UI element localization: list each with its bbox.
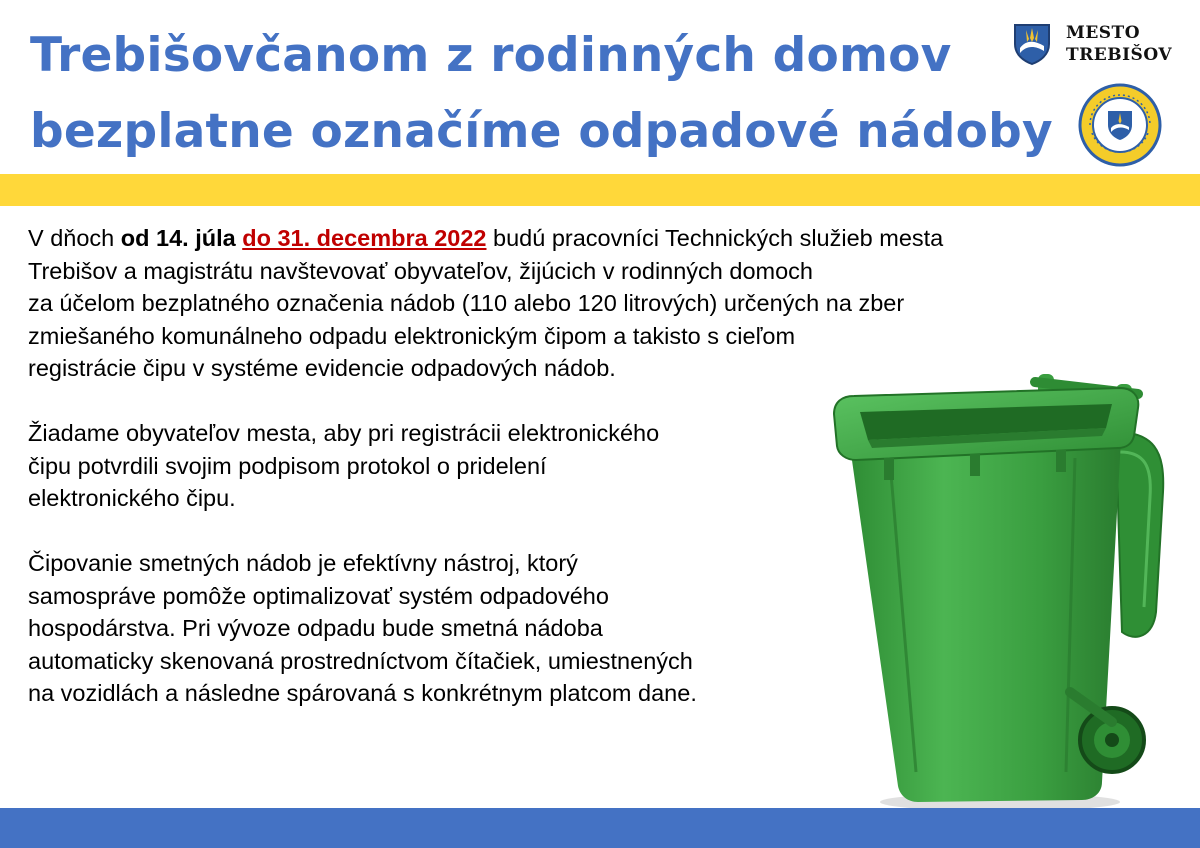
paragraph-1-line-4: zmiešaného komunálneho odpadu elektronickým čipom a takisto s cieľom [28, 322, 796, 349]
green-waste-bin-icon [820, 362, 1180, 812]
logo-line-2: TREBIŠOV [1066, 45, 1173, 65]
paragraph-2-line-1: Žiadame obyvateľov mesta, aby pri registrácii elektronického [28, 420, 660, 446]
paragraph-3-line-4: automaticky skenovaná prostredníctvom čítačiek, umiestnených [28, 647, 693, 674]
text-lead: V dňoch [28, 225, 121, 251]
paragraph-3-line-5: na vozidlách a následne spárovaná s konkrétnym platcom dane. [28, 680, 697, 706]
paragraph-2-line-2: čipu potvrdili svojim podpisom protokol o pridelení [28, 452, 547, 479]
coat-of-arms-icon [1012, 22, 1052, 66]
city-logo [1012, 20, 1182, 70]
paragraph-1-line-2: Trebišov a magistrátu navštevovať obyvateľov, žijúcich v rodinných domoch [28, 257, 814, 284]
paragraph-1-line-3: za účelom bezplatného označenia nádob (110 alebo 120 litrových) určených na zber [28, 290, 905, 316]
paragraph-3-line-1: Čipovanie smetných nádob je efektívny nástroj, ktorý [28, 550, 578, 576]
paragraph-3-line-2: samospráve pomôže optimalizovať systém odpadového [28, 582, 609, 609]
date-from: od 14. júla [120, 225, 236, 251]
paragraph-1 [28, 222, 1178, 385]
technical-services-seal-icon [1078, 83, 1162, 167]
logo-line-1: MESTO [1066, 23, 1141, 43]
yellow-divider-band [0, 174, 1200, 206]
title-line-1: Trebišovčanom z rodinných domov [30, 28, 952, 83]
paragraph-1-line-5: registrácie čipu v systéme evidencie odpadových nádob. [28, 355, 616, 381]
paragraph-3-line-3: hospodárstva. Pri vývoze odpadu bude smetná nádoba [28, 615, 603, 641]
title-line-2: bezplatne označíme odpadové nádoby [30, 104, 1053, 159]
blue-footer-band [0, 808, 1200, 848]
paragraph-2-line-3: elektronického čipu. [28, 485, 236, 511]
page-title [30, 18, 1053, 170]
text-rest: budú pracovníci Technických služieb mesta [486, 225, 944, 251]
date-to-highlight: do 31. decembra 2022 [242, 225, 487, 251]
paragraph-1-line-1 [28, 222, 1178, 255]
